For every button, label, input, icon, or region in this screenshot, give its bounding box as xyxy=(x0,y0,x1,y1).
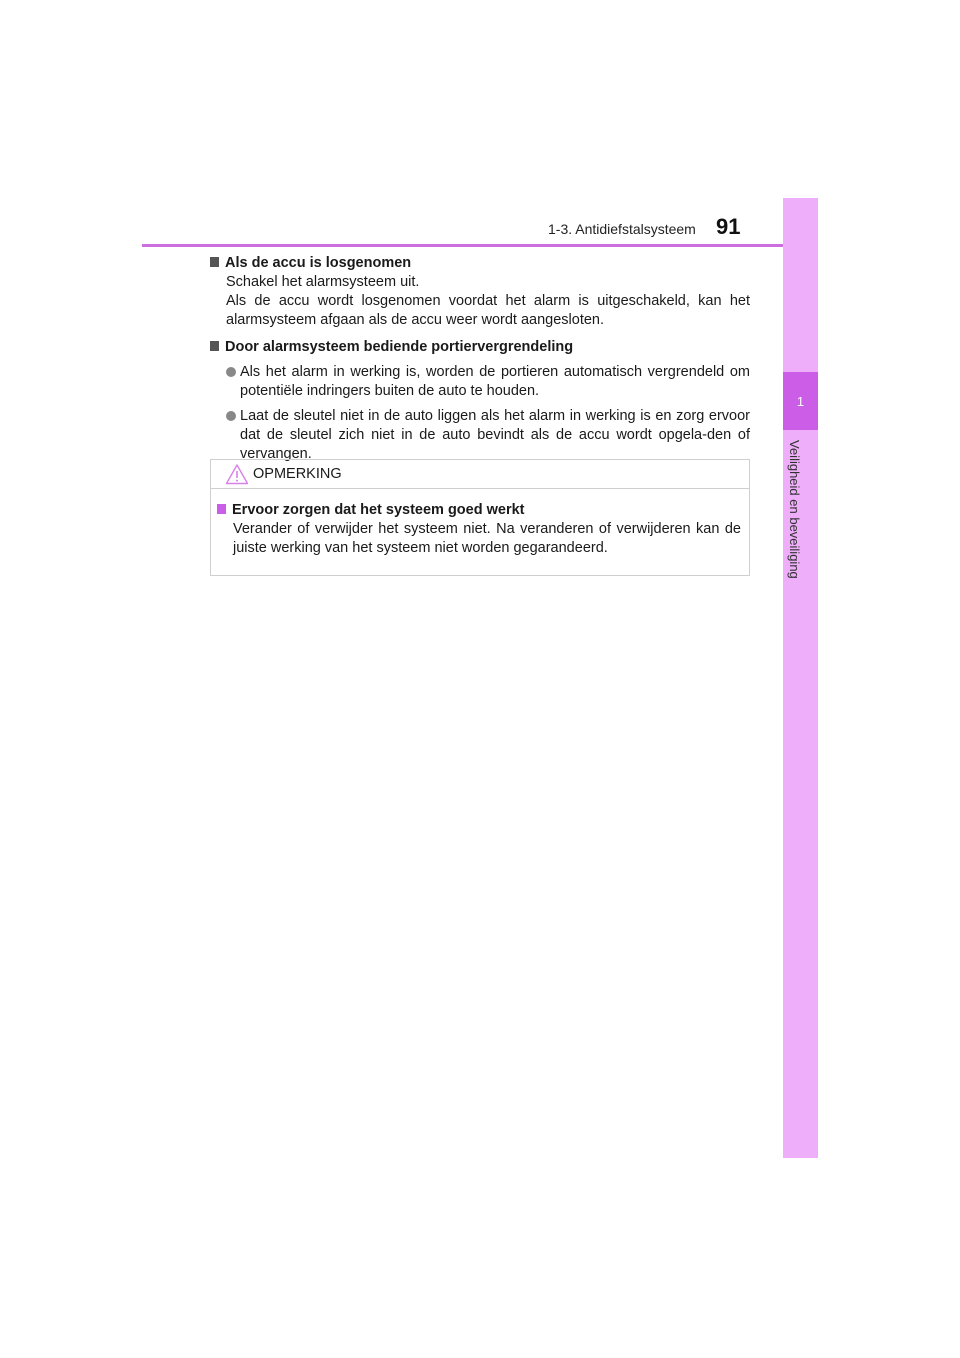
paragraph: Schakel het alarmsysteem uit. xyxy=(226,274,420,290)
notice-heading: Ervoor zorgen dat het systeem goed werkt xyxy=(217,501,741,520)
square-bullet-icon xyxy=(217,504,226,514)
notice-title: OPMERKING xyxy=(253,466,342,482)
notice-body xyxy=(211,489,749,558)
main-content xyxy=(210,254,750,464)
side-tab-number: 1 xyxy=(783,372,818,430)
paragraph: Als de accu wordt losgenomen voordat het alarm is uitgeschakeld, kan het alarmsysteem afgaan als de accu weer wordt aangesloten. xyxy=(226,293,750,328)
notice-box xyxy=(210,459,750,576)
page-number: 91 xyxy=(716,214,741,239)
side-tab-label: Veiligheid en beveiliging xyxy=(787,440,802,579)
notice-header xyxy=(211,460,749,489)
header-rule xyxy=(142,244,818,247)
round-bullet-icon xyxy=(226,411,236,421)
square-bullet-icon xyxy=(210,257,219,267)
side-tab xyxy=(783,198,818,1158)
square-bullet-icon xyxy=(210,341,219,351)
list-item: Laat de sleutel niet in de auto liggen als het alarm in werking is en zorg ervoor dat de sleutel zich niet in de auto bevindt als de accu wordt opgela-den of vervangen. xyxy=(210,407,750,464)
section-label: 1-3. Antidiefstalsysteem xyxy=(548,221,696,237)
notice-text: Verander of verwijder het systeem niet. Na veranderen of verwijderen kan de juiste werking van het systeem niet worden gegarandeerd. xyxy=(233,521,741,556)
warning-icon xyxy=(225,463,249,485)
section-heading: Door alarmsysteem bediende portiervergrendeling xyxy=(210,338,750,357)
round-bullet-icon xyxy=(226,367,236,377)
list-item: Als het alarm in werking is, worden de portieren automatisch vergrendeld om potentiële indringers buiten de auto te houden. xyxy=(210,363,750,401)
section-heading: Als de accu is losgenomen xyxy=(210,254,750,273)
